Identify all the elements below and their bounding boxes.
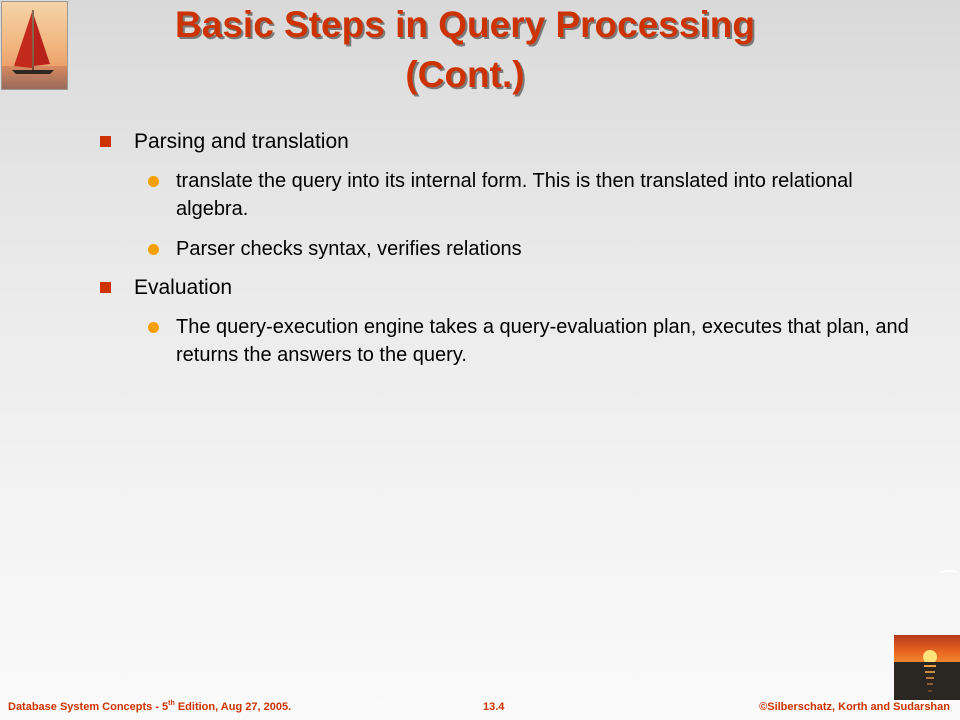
sub-bullet-translate bbox=[176, 167, 916, 223]
footer-edition-text: Edition, Aug 27, 2005. bbox=[174, 701, 292, 713]
square-bullet-icon bbox=[100, 282, 111, 293]
footer-page-number: 13.4 bbox=[483, 701, 505, 713]
footer-book-info bbox=[8, 699, 291, 715]
bullet-item-parsing bbox=[134, 128, 349, 156]
square-bullet-icon bbox=[100, 136, 111, 147]
sub-bullet-execution bbox=[176, 313, 916, 369]
footer-book-text: Database System Concepts - 5 bbox=[8, 701, 169, 713]
sub-bullet-text: Parser checks syntax, verifies relations bbox=[176, 238, 522, 260]
sailboat-logo-image bbox=[1, 1, 68, 90]
slide-title-line2: (Cont.) bbox=[405, 54, 525, 95]
bullet-text: Evaluation bbox=[134, 276, 233, 299]
round-bullet-icon bbox=[148, 322, 159, 333]
bullet-item-evaluation bbox=[134, 274, 232, 302]
decorative-mark bbox=[939, 570, 959, 578]
sub-bullet-text: The query-execution engine takes a query-evaluation plan, executes that plan, and returns the answers to the query. bbox=[176, 316, 909, 366]
slide-title-line1: Basic Steps in Query Processing bbox=[175, 4, 755, 45]
slide-title bbox=[80, 0, 850, 100]
sunset-icon bbox=[894, 635, 960, 700]
sub-bullet-parser bbox=[176, 235, 916, 263]
round-bullet-icon bbox=[148, 176, 159, 187]
sunset-logo-image bbox=[894, 635, 960, 700]
footer-edition-sup: th bbox=[168, 700, 175, 707]
bullet-text: Parsing and translation bbox=[134, 130, 349, 153]
footer-copyright: ©Silberschatz, Korth and Sudarshan bbox=[759, 701, 950, 713]
sub-bullet-text: translate the query into its internal form. This is then translated into relational algebra. bbox=[176, 170, 853, 220]
sailboat-icon bbox=[2, 2, 67, 89]
round-bullet-icon bbox=[148, 244, 159, 255]
